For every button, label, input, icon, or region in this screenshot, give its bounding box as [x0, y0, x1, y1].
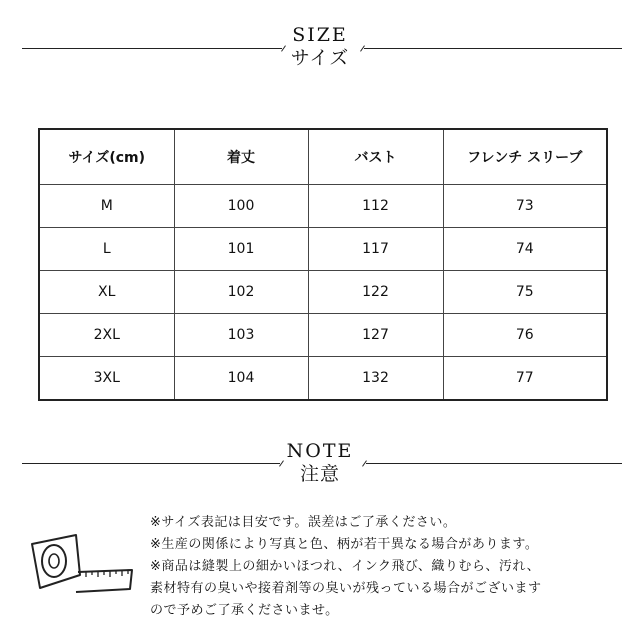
size-heading-jp: サイズ [290, 47, 350, 69]
cell-size: M [39, 185, 174, 228]
note-line: ので予めご了承くださいませ。 [150, 603, 339, 618]
table-row [39, 185, 607, 228]
cell-length: 100 [174, 185, 308, 228]
table-row [39, 357, 607, 401]
size-heading-en: SIZE [292, 24, 348, 46]
cell-size: 3XL [39, 357, 174, 401]
cell-size: XL [39, 271, 174, 314]
note-line: ※生産の関係により写真と色、柄が若干異なる場合があります。 [150, 537, 539, 552]
cell-length: 104 [174, 357, 308, 401]
cell-bust: 127 [308, 314, 443, 357]
cell-bust: 122 [308, 271, 443, 314]
note-line: ※サイズ表記は目安です。誤差はご了承ください。 [150, 515, 457, 530]
header-bust: バスト [308, 129, 443, 185]
table-row [39, 314, 607, 357]
cell-bust: 132 [308, 357, 443, 401]
table-row [39, 271, 607, 314]
note-line: 素材特有の臭いや接着剤等の臭いが残っている場合がございます [150, 581, 542, 596]
cell-sleeve: 76 [443, 314, 607, 357]
cell-sleeve: 74 [443, 228, 607, 271]
header-sleeve: フレンチ スリーブ [443, 129, 607, 185]
cell-length: 103 [174, 314, 308, 357]
size-heading [0, 24, 640, 70]
note-heading-en: NOTE [286, 440, 354, 462]
cell-bust: 112 [308, 185, 443, 228]
note-heading [0, 440, 640, 486]
header-size: サイズ(cm) [39, 129, 174, 185]
size-table [38, 128, 608, 401]
cell-sleeve: 77 [443, 357, 607, 401]
measuring-tape-icon [20, 516, 138, 598]
cell-sleeve: 75 [443, 271, 607, 314]
table-row [39, 228, 607, 271]
header-length: 着丈 [174, 129, 308, 185]
note-heading-jp: 注意 [299, 463, 340, 485]
cell-bust: 117 [308, 228, 443, 271]
note-line: ※商品は縫製上の細かいほつれ、インク飛び、織りむら、汚れ、 [150, 559, 541, 574]
cell-length: 101 [174, 228, 308, 271]
cell-length: 102 [174, 271, 308, 314]
cell-size: L [39, 228, 174, 271]
cell-sleeve: 73 [443, 185, 607, 228]
note-list [150, 512, 630, 622]
table-header-row [39, 129, 607, 185]
cell-size: 2XL [39, 314, 174, 357]
